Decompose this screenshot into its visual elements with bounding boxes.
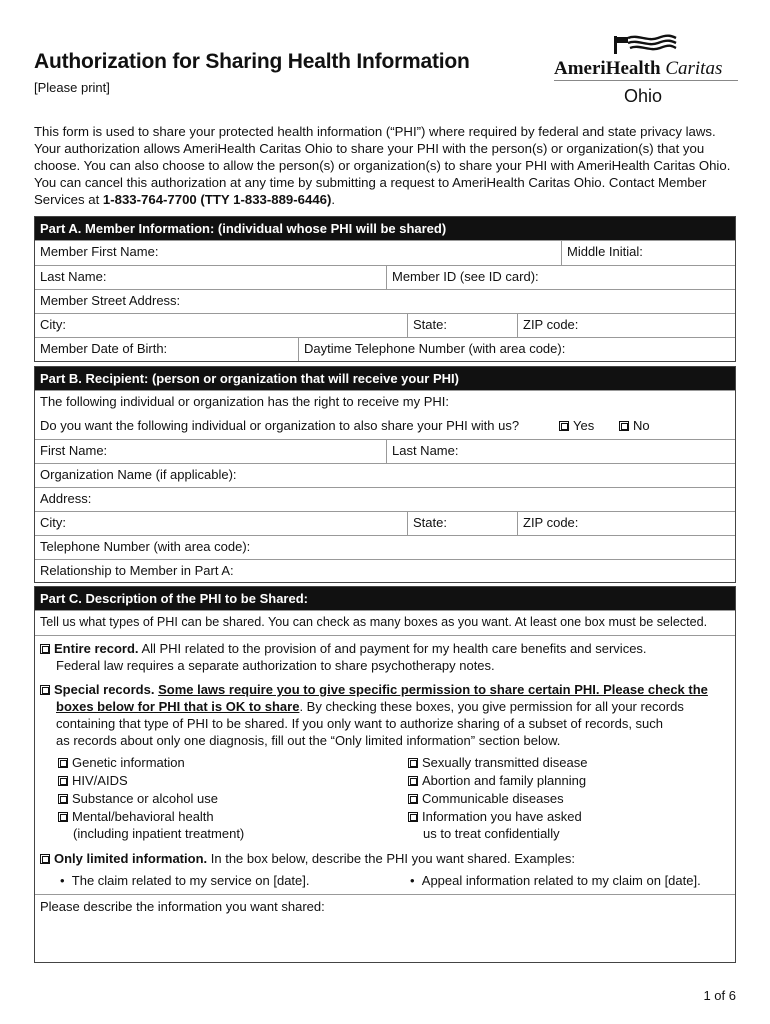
relationship-field[interactable]: Relationship to Member in Part A: <box>40 563 234 578</box>
example-claim: • The claim related to my service on [date]. <box>60 873 310 888</box>
member-first-name-field[interactable]: Member First Name: <box>40 244 159 259</box>
mental-health-note: (including inpatient treatment) <box>73 826 245 841</box>
yes-option[interactable]: Yes <box>559 415 619 439</box>
special-records-checkbox[interactable] <box>40 685 50 695</box>
genetic-information-checkbox[interactable] <box>58 758 68 768</box>
part-c-section <box>34 586 736 963</box>
recipient-first-name-field[interactable]: First Name: <box>40 443 108 458</box>
recipient-last-name-field[interactable]: Last Name: <box>386 440 735 463</box>
example-appeal: • Appeal information related to my claim on [date]. <box>410 873 701 888</box>
page-title: Authorization for Sharing Health Information <box>34 50 470 73</box>
recipient-address-field[interactable]: Address: <box>40 491 92 506</box>
limited-information-option[interactable]: Only limited information. In the box below, describe the PHI you want shared. Examples: <box>40 850 575 867</box>
communicable-diseases-checkbox[interactable] <box>408 794 418 804</box>
share-question: Do you want the following individual or organization to also share your PHI with us? <box>40 418 520 433</box>
entire-record-note: Federal law requires a separate authorization to share psychotherapy notes. <box>56 658 495 673</box>
special-records-line3: containing that type of PHI to be shared. If you only want to authorize sharing of a subset of records, such <box>56 716 664 731</box>
logo-rule <box>554 80 738 81</box>
confidential-info-note: us to treat confidentially <box>423 826 560 841</box>
part-b-header: Part B. Recipient: (person or organization that will receive your PHI) <box>35 367 735 390</box>
intro-paragraph: This form is used to share your protected health information (“PHI”) where required by federal and state privacy laws. Your authorization allows AmeriHealth Caritas Ohio to share your PHI with the person(s) or organization(s) that you choose. You can also choose to allow the person(s) or organization(s) to share your PHI with AmeriHealth Caritas Ohio. You can cancel this authorization at any time by submitting a request to AmeriHealth Caritas Ohio. Contact Member Services at 1-833-764-7700 (TTY 1-833-889-6446). <box>34 124 731 207</box>
no-option[interactable]: No <box>619 415 679 439</box>
abortion-family-planning-option[interactable]: Abortion and family planning <box>408 772 586 789</box>
confidential-info-checkbox[interactable] <box>408 812 418 822</box>
communicable-diseases-option[interactable]: Communicable diseases <box>408 790 564 807</box>
part-a-header: Part A. Member Information: (individual whose PHI will be shared) <box>35 217 735 240</box>
describe-divider <box>35 894 735 895</box>
describe-information-field[interactable]: Please describe the information you want shared: <box>40 899 325 914</box>
organization-name-field[interactable]: Organization Name (if applicable): <box>40 467 237 482</box>
recipient-right-text: The following individual or organization has the right to receive my PHI: <box>40 394 449 409</box>
member-street-field[interactable]: Member Street Address: <box>40 293 181 308</box>
entire-record-option[interactable]: Entire record. All PHI related to the provision of and payment for my health care benefits and services. <box>40 640 647 657</box>
brand-state: Ohio <box>624 86 663 106</box>
hiv-aids-option[interactable]: HIV/AIDS <box>58 772 128 789</box>
member-state-field[interactable]: State: <box>407 314 517 337</box>
phi-options <box>35 635 735 919</box>
confidential-info-option[interactable]: Information you have asked <box>408 808 582 825</box>
recipient-state-field[interactable]: State: <box>407 512 517 535</box>
recipient-zip-field[interactable]: ZIP code: <box>517 512 735 535</box>
recipient-phone-field[interactable]: Telephone Number (with area code): <box>40 539 251 554</box>
mental-health-checkbox[interactable] <box>58 812 68 822</box>
special-records-line4: as records about only one diagnosis, fill out the “Only limited information” section below. <box>56 733 561 748</box>
yes-checkbox[interactable] <box>559 421 569 431</box>
part-c-instructions: Tell us what types of PHI can be shared. You can check as many boxes as you want. At least one box must be selected. <box>40 615 708 629</box>
std-option[interactable]: Sexually transmitted disease <box>408 754 587 771</box>
amerihealth-logo <box>554 34 738 110</box>
brand-name: AmeriHealth Caritas <box>554 58 723 79</box>
hiv-aids-checkbox[interactable] <box>58 776 68 786</box>
page-number: 1 of 6 <box>703 988 736 1003</box>
member-phone-field[interactable]: Daytime Telephone Number (with area code): <box>298 338 735 361</box>
part-b-section <box>34 366 736 583</box>
member-city-field[interactable]: City: <box>40 317 66 332</box>
entire-record-checkbox[interactable] <box>40 644 50 654</box>
substance-use-checkbox[interactable] <box>58 794 68 804</box>
part-a-section <box>34 216 736 362</box>
member-dob-field[interactable]: Member Date of Birth: <box>40 341 168 356</box>
member-zip-field[interactable]: ZIP code: <box>517 314 735 337</box>
page-subtitle: [Please print] <box>34 80 110 95</box>
recipient-city-field[interactable]: City: <box>40 515 66 530</box>
special-records-line2: boxes below for PHI that is OK to share. By checking these boxes, you give permission for all your records <box>56 699 684 714</box>
limited-information-checkbox[interactable] <box>40 854 50 864</box>
special-records-option[interactable]: Special records. Some laws require you to give specific permission to share certain PHI. Please check the <box>40 681 708 698</box>
member-services-phone: 1-833-764-7700 (TTY 1-833-889-6446) <box>102 192 332 207</box>
member-last-name-field[interactable]: Last Name: <box>40 269 107 284</box>
mental-health-option[interactable]: Mental/behavioral health <box>58 808 214 825</box>
substance-use-option[interactable]: Substance or alcohol use <box>58 790 218 807</box>
part-c-header: Part C. Description of the PHI to be Shared: <box>35 587 735 610</box>
genetic-information-option[interactable]: Genetic information <box>58 754 185 771</box>
member-id-field[interactable]: Member ID (see ID card): <box>386 266 735 289</box>
middle-initial-field[interactable]: Middle Initial: <box>561 241 735 265</box>
std-checkbox[interactable] <box>408 758 418 768</box>
no-checkbox[interactable] <box>619 421 629 431</box>
abortion-family-planning-checkbox[interactable] <box>408 776 418 786</box>
flag-logo-icon <box>612 34 678 56</box>
